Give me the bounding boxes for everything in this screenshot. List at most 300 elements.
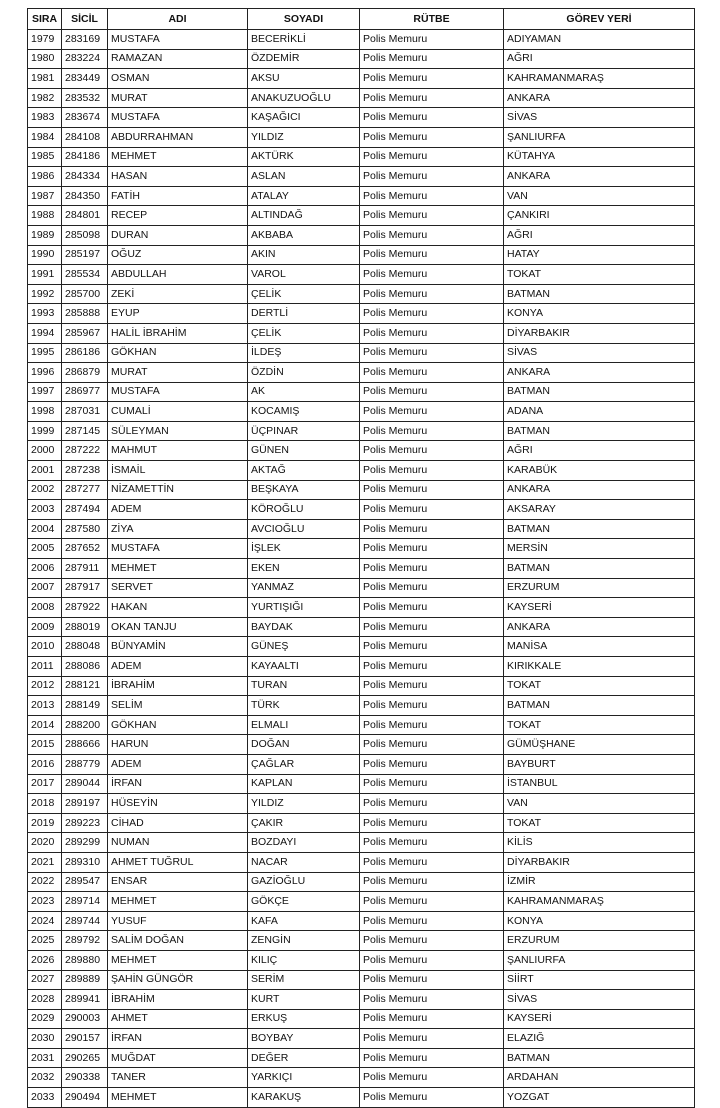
cell-sicil: 289223 (62, 813, 108, 833)
cell-adi: CİHAD (108, 813, 248, 833)
table-row (28, 343, 695, 363)
cell-rutbe: Polis Memuru (360, 480, 504, 500)
table-row (28, 578, 695, 598)
cell-gorev-yeri: TOKAT (504, 715, 695, 735)
cell-rutbe: Polis Memuru (360, 794, 504, 814)
cell-rutbe: Polis Memuru (360, 519, 504, 539)
table-row (28, 402, 695, 422)
cell-rutbe: Polis Memuru (360, 657, 504, 677)
header-gorev-yeri: GÖREV YERİ (504, 9, 695, 30)
cell-sicil: 288086 (62, 657, 108, 677)
cell-gorev-yeri: İZMİR (504, 872, 695, 892)
cell-soyadi: ANAKUZUOĞLU (248, 88, 360, 108)
cell-soyadi: YILDIZ (248, 794, 360, 814)
cell-sicil: 287580 (62, 519, 108, 539)
cell-sicil: 287238 (62, 461, 108, 481)
cell-rutbe: Polis Memuru (360, 167, 504, 187)
cell-rutbe: Polis Memuru (360, 970, 504, 990)
cell-gorev-yeri: ADIYAMAN (504, 30, 695, 50)
cell-sicil: 285098 (62, 225, 108, 245)
cell-rutbe: Polis Memuru (360, 872, 504, 892)
cell-rutbe: Polis Memuru (360, 950, 504, 970)
cell-soyadi: ÇAKIR (248, 813, 360, 833)
cell-sicil: 287494 (62, 500, 108, 520)
cell-sira: 2020 (28, 833, 62, 853)
cell-soyadi: TURAN (248, 676, 360, 696)
cell-soyadi: ERKUŞ (248, 1009, 360, 1029)
cell-adi: MEHMET (108, 1088, 248, 1108)
cell-gorev-yeri: ARDAHAN (504, 1068, 695, 1088)
cell-sicil: 288200 (62, 715, 108, 735)
cell-sira: 2009 (28, 617, 62, 637)
cell-sicil: 290494 (62, 1088, 108, 1108)
table-row (28, 598, 695, 618)
cell-sicil: 283169 (62, 30, 108, 50)
cell-rutbe: Polis Memuru (360, 265, 504, 285)
cell-rutbe: Polis Memuru (360, 343, 504, 363)
cell-soyadi: KARAKUŞ (248, 1088, 360, 1108)
cell-soyadi: ZENGİN (248, 931, 360, 951)
cell-sicil: 289547 (62, 872, 108, 892)
cell-sicil: 284350 (62, 186, 108, 206)
cell-adi: RAMAZAN (108, 49, 248, 69)
cell-gorev-yeri: BATMAN (504, 1048, 695, 1068)
cell-soyadi: GÜNEN (248, 441, 360, 461)
cell-gorev-yeri: ERZURUM (504, 931, 695, 951)
cell-sicil: 289197 (62, 794, 108, 814)
cell-rutbe: Polis Memuru (360, 421, 504, 441)
cell-rutbe: Polis Memuru (360, 108, 504, 128)
cell-gorev-yeri: ANKARA (504, 480, 695, 500)
table-row (28, 852, 695, 872)
cell-sira: 2015 (28, 735, 62, 755)
cell-sira: 2032 (28, 1068, 62, 1088)
cell-gorev-yeri: TOKAT (504, 676, 695, 696)
cell-soyadi: YANMAZ (248, 578, 360, 598)
cell-gorev-yeri: KİLİS (504, 833, 695, 853)
cell-sicil: 287917 (62, 578, 108, 598)
cell-sira: 2027 (28, 970, 62, 990)
cell-gorev-yeri: SİİRT (504, 970, 695, 990)
table-row (28, 186, 695, 206)
cell-soyadi: AKTAĞ (248, 461, 360, 481)
cell-soyadi: GAZİOĞLU (248, 872, 360, 892)
cell-adi: ZİYA (108, 519, 248, 539)
cell-sira: 1991 (28, 265, 62, 285)
table-row (28, 892, 695, 912)
cell-gorev-yeri: ELAZIĞ (504, 1029, 695, 1049)
cell-soyadi: GÜNEŞ (248, 637, 360, 657)
cell-gorev-yeri: YOZGAT (504, 1088, 695, 1108)
cell-rutbe: Polis Memuru (360, 774, 504, 794)
cell-gorev-yeri: AĞRI (504, 49, 695, 69)
cell-adi: ADEM (108, 500, 248, 520)
cell-sira: 1992 (28, 284, 62, 304)
table-row (28, 167, 695, 187)
cell-gorev-yeri: KAYSERİ (504, 598, 695, 618)
cell-adi: DURAN (108, 225, 248, 245)
cell-rutbe: Polis Memuru (360, 1029, 504, 1049)
cell-adi: MUĞDAT (108, 1048, 248, 1068)
cell-soyadi: KILIÇ (248, 950, 360, 970)
cell-rutbe: Polis Memuru (360, 127, 504, 147)
cell-gorev-yeri: KIRIKKALE (504, 657, 695, 677)
cell-adi: GÖKHAN (108, 715, 248, 735)
cell-rutbe: Polis Memuru (360, 852, 504, 872)
table-row (28, 265, 695, 285)
cell-adi: NİZAMETTİN (108, 480, 248, 500)
cell-gorev-yeri: BATMAN (504, 519, 695, 539)
cell-sicil: 287031 (62, 402, 108, 422)
table-row (28, 127, 695, 147)
cell-adi: HAKAN (108, 598, 248, 618)
header-rutbe: RÜTBE (360, 9, 504, 30)
cell-rutbe: Polis Memuru (360, 911, 504, 931)
cell-sicil: 287652 (62, 539, 108, 559)
cell-rutbe: Polis Memuru (360, 578, 504, 598)
cell-sira: 2000 (28, 441, 62, 461)
cell-sira: 1994 (28, 323, 62, 343)
cell-adi: HALİL İBRAHİM (108, 323, 248, 343)
cell-gorev-yeri: MERSİN (504, 539, 695, 559)
table-row (28, 382, 695, 402)
cell-gorev-yeri: ANKARA (504, 167, 695, 187)
cell-sira: 2018 (28, 794, 62, 814)
cell-sira: 1982 (28, 88, 62, 108)
cell-rutbe: Polis Memuru (360, 500, 504, 520)
cell-sicil: 290003 (62, 1009, 108, 1029)
cell-rutbe: Polis Memuru (360, 382, 504, 402)
cell-adi: FATİH (108, 186, 248, 206)
cell-adi: OKAN TANJU (108, 617, 248, 637)
cell-sira: 2017 (28, 774, 62, 794)
cell-sira: 2005 (28, 539, 62, 559)
cell-soyadi: KAPLAN (248, 774, 360, 794)
cell-rutbe: Polis Memuru (360, 245, 504, 265)
cell-adi: TANER (108, 1068, 248, 1088)
table-row (28, 30, 695, 50)
cell-adi: HARUN (108, 735, 248, 755)
table-row (28, 950, 695, 970)
cell-rutbe: Polis Memuru (360, 1068, 504, 1088)
cell-soyadi: YURTIŞIĞI (248, 598, 360, 618)
cell-sicil: 290157 (62, 1029, 108, 1049)
table-row (28, 735, 695, 755)
cell-adi: İBRAHİM (108, 990, 248, 1010)
cell-rutbe: Polis Memuru (360, 206, 504, 226)
table-row (28, 284, 695, 304)
cell-rutbe: Polis Memuru (360, 559, 504, 579)
cell-sicil: 289044 (62, 774, 108, 794)
cell-adi: HÜSEYİN (108, 794, 248, 814)
cell-rutbe: Polis Memuru (360, 539, 504, 559)
cell-rutbe: Polis Memuru (360, 1048, 504, 1068)
cell-sira: 2022 (28, 872, 62, 892)
cell-rutbe: Polis Memuru (360, 441, 504, 461)
cell-rutbe: Polis Memuru (360, 363, 504, 383)
table-row (28, 676, 695, 696)
table-row (28, 206, 695, 226)
table-row (28, 1009, 695, 1029)
cell-adi: İBRAHİM (108, 676, 248, 696)
cell-rutbe: Polis Memuru (360, 617, 504, 637)
table-row (28, 88, 695, 108)
cell-rutbe: Polis Memuru (360, 402, 504, 422)
cell-soyadi: ATALAY (248, 186, 360, 206)
table-row (28, 421, 695, 441)
cell-sira: 2004 (28, 519, 62, 539)
cell-sicil: 285534 (62, 265, 108, 285)
header-soyadi: SOYADI (248, 9, 360, 30)
cell-soyadi: ÇELİK (248, 323, 360, 343)
cell-sira: 1988 (28, 206, 62, 226)
cell-gorev-yeri: İSTANBUL (504, 774, 695, 794)
cell-sira: 2003 (28, 500, 62, 520)
header-sira: SIRA (28, 9, 62, 30)
cell-gorev-yeri: KONYA (504, 304, 695, 324)
cell-sira: 2028 (28, 990, 62, 1010)
cell-rutbe: Polis Memuru (360, 735, 504, 755)
cell-sira: 2024 (28, 911, 62, 931)
cell-adi: CUMALİ (108, 402, 248, 422)
cell-soyadi: ÇELİK (248, 284, 360, 304)
table-row (28, 539, 695, 559)
cell-sira: 2008 (28, 598, 62, 618)
cell-rutbe: Polis Memuru (360, 186, 504, 206)
cell-soyadi: KÖROĞLU (248, 500, 360, 520)
cell-soyadi: ASLAN (248, 167, 360, 187)
cell-rutbe: Polis Memuru (360, 696, 504, 716)
table-row (28, 794, 695, 814)
cell-sicil: 288019 (62, 617, 108, 637)
cell-rutbe: Polis Memuru (360, 813, 504, 833)
cell-sicil: 283532 (62, 88, 108, 108)
cell-adi: MEHMET (108, 147, 248, 167)
cell-rutbe: Polis Memuru (360, 461, 504, 481)
cell-gorev-yeri: KONYA (504, 911, 695, 931)
cell-soyadi: ÇAĞLAR (248, 754, 360, 774)
cell-sira: 2019 (28, 813, 62, 833)
cell-sira: 1993 (28, 304, 62, 324)
cell-soyadi: KOCAMIŞ (248, 402, 360, 422)
cell-sicil: 285197 (62, 245, 108, 265)
cell-soyadi: EKEN (248, 559, 360, 579)
cell-soyadi: İŞLEK (248, 539, 360, 559)
cell-sira: 1996 (28, 363, 62, 383)
cell-sicil: 288149 (62, 696, 108, 716)
cell-sira: 2013 (28, 696, 62, 716)
cell-sira: 2001 (28, 461, 62, 481)
cell-soyadi: DERTLİ (248, 304, 360, 324)
cell-sicil: 289889 (62, 970, 108, 990)
cell-gorev-yeri: SİVAS (504, 343, 695, 363)
cell-sicil: 285700 (62, 284, 108, 304)
table-row (28, 49, 695, 69)
table-row (28, 813, 695, 833)
cell-soyadi: YARKIÇI (248, 1068, 360, 1088)
table-row (28, 147, 695, 167)
cell-sira: 1984 (28, 127, 62, 147)
cell-gorev-yeri: AĞRI (504, 225, 695, 245)
cell-adi: SELİM (108, 696, 248, 716)
cell-adi: MEHMET (108, 559, 248, 579)
cell-soyadi: AKTÜRK (248, 147, 360, 167)
cell-gorev-yeri: BATMAN (504, 559, 695, 579)
cell-gorev-yeri: TOKAT (504, 265, 695, 285)
cell-gorev-yeri: TOKAT (504, 813, 695, 833)
table-row (28, 1029, 695, 1049)
cell-gorev-yeri: VAN (504, 794, 695, 814)
cell-sira: 2029 (28, 1009, 62, 1029)
cell-gorev-yeri: MANİSA (504, 637, 695, 657)
cell-gorev-yeri: SİVAS (504, 108, 695, 128)
table-row (28, 696, 695, 716)
cell-sira: 1983 (28, 108, 62, 128)
cell-adi: MEHMET (108, 950, 248, 970)
cell-rutbe: Polis Memuru (360, 69, 504, 89)
cell-rutbe: Polis Memuru (360, 833, 504, 853)
cell-sicil: 283449 (62, 69, 108, 89)
table-row (28, 872, 695, 892)
cell-soyadi: AK (248, 382, 360, 402)
cell-sicil: 289792 (62, 931, 108, 951)
cell-soyadi: İLDEŞ (248, 343, 360, 363)
cell-soyadi: TÜRK (248, 696, 360, 716)
cell-sira: 1997 (28, 382, 62, 402)
table-header (28, 9, 695, 30)
cell-adi: BÜNYAMİN (108, 637, 248, 657)
cell-sicil: 286186 (62, 343, 108, 363)
cell-gorev-yeri: ANKARA (504, 363, 695, 383)
cell-adi: İSMAİL (108, 461, 248, 481)
cell-gorev-yeri: KAHRAMANMARAŞ (504, 69, 695, 89)
cell-adi: MAHMUT (108, 441, 248, 461)
cell-rutbe: Polis Memuru (360, 304, 504, 324)
cell-rutbe: Polis Memuru (360, 30, 504, 50)
cell-sira: 2023 (28, 892, 62, 912)
cell-sira: 2002 (28, 480, 62, 500)
cell-adi: MURAT (108, 88, 248, 108)
cell-sicil: 288048 (62, 637, 108, 657)
cell-adi: AHMET (108, 1009, 248, 1029)
cell-sira: 2025 (28, 931, 62, 951)
cell-sira: 2030 (28, 1029, 62, 1049)
cell-rutbe: Polis Memuru (360, 754, 504, 774)
cell-sira: 1990 (28, 245, 62, 265)
table-row (28, 304, 695, 324)
cell-rutbe: Polis Memuru (360, 990, 504, 1010)
cell-gorev-yeri: SİVAS (504, 990, 695, 1010)
cell-adi: ZEKİ (108, 284, 248, 304)
cell-gorev-yeri: DİYARBAKIR (504, 852, 695, 872)
table-row (28, 637, 695, 657)
cell-sira: 2026 (28, 950, 62, 970)
cell-soyadi: BAYDAK (248, 617, 360, 637)
cell-sicil: 283674 (62, 108, 108, 128)
table-row (28, 108, 695, 128)
cell-sira: 1986 (28, 167, 62, 187)
cell-rutbe: Polis Memuru (360, 715, 504, 735)
cell-soyadi: YILDIZ (248, 127, 360, 147)
cell-sicil: 288121 (62, 676, 108, 696)
cell-sira: 2012 (28, 676, 62, 696)
cell-gorev-yeri: AKSARAY (504, 500, 695, 520)
table-row (28, 225, 695, 245)
cell-gorev-yeri: KAYSERİ (504, 1009, 695, 1029)
table-row (28, 245, 695, 265)
cell-soyadi: BECERİKLİ (248, 30, 360, 50)
header-sicil: SİCİL (62, 9, 108, 30)
cell-adi: SALİM DOĞAN (108, 931, 248, 951)
table-row (28, 559, 695, 579)
cell-adi: ABDULLAH (108, 265, 248, 285)
cell-sicil: 286977 (62, 382, 108, 402)
cell-soyadi: ÖZDİN (248, 363, 360, 383)
cell-sicil: 289299 (62, 833, 108, 853)
cell-sira: 1999 (28, 421, 62, 441)
cell-gorev-yeri: BATMAN (504, 421, 695, 441)
header-row (28, 9, 695, 30)
cell-sira: 2007 (28, 578, 62, 598)
cell-gorev-yeri: HATAY (504, 245, 695, 265)
cell-sira: 1987 (28, 186, 62, 206)
cell-gorev-yeri: VAN (504, 186, 695, 206)
cell-sicil: 284108 (62, 127, 108, 147)
cell-sira: 1981 (28, 69, 62, 89)
cell-adi: OĞUZ (108, 245, 248, 265)
table-body (28, 30, 695, 1108)
cell-gorev-yeri: KÜTAHYA (504, 147, 695, 167)
cell-sicil: 287222 (62, 441, 108, 461)
cell-gorev-yeri: BAYBURT (504, 754, 695, 774)
table-row (28, 480, 695, 500)
cell-adi: HASAN (108, 167, 248, 187)
cell-sicil: 290265 (62, 1048, 108, 1068)
cell-soyadi: ÜÇPINAR (248, 421, 360, 441)
cell-soyadi: AVCIOĞLU (248, 519, 360, 539)
cell-rutbe: Polis Memuru (360, 931, 504, 951)
cell-sira: 1980 (28, 49, 62, 69)
cell-adi: ENSAR (108, 872, 248, 892)
cell-sicil: 289310 (62, 852, 108, 872)
cell-sicil: 285967 (62, 323, 108, 343)
table-row (28, 754, 695, 774)
table-row (28, 363, 695, 383)
table-row (28, 461, 695, 481)
cell-rutbe: Polis Memuru (360, 225, 504, 245)
cell-sicil: 289744 (62, 911, 108, 931)
cell-adi: GÖKHAN (108, 343, 248, 363)
cell-adi: SÜLEYMAN (108, 421, 248, 441)
table-row (28, 500, 695, 520)
table-row (28, 441, 695, 461)
cell-sira: 1989 (28, 225, 62, 245)
cell-rutbe: Polis Memuru (360, 49, 504, 69)
personnel-table (27, 8, 695, 1108)
table-row (28, 1088, 695, 1108)
cell-adi: İRFAN (108, 1029, 248, 1049)
cell-soyadi: KAŞAĞICI (248, 108, 360, 128)
cell-sicil: 284801 (62, 206, 108, 226)
cell-rutbe: Polis Memuru (360, 1088, 504, 1108)
cell-sira: 1979 (28, 30, 62, 50)
cell-adi: İRFAN (108, 774, 248, 794)
table-row (28, 715, 695, 735)
cell-adi: SERVET (108, 578, 248, 598)
cell-soyadi: AKIN (248, 245, 360, 265)
cell-adi: RECEP (108, 206, 248, 226)
cell-adi: MUSTAFA (108, 108, 248, 128)
